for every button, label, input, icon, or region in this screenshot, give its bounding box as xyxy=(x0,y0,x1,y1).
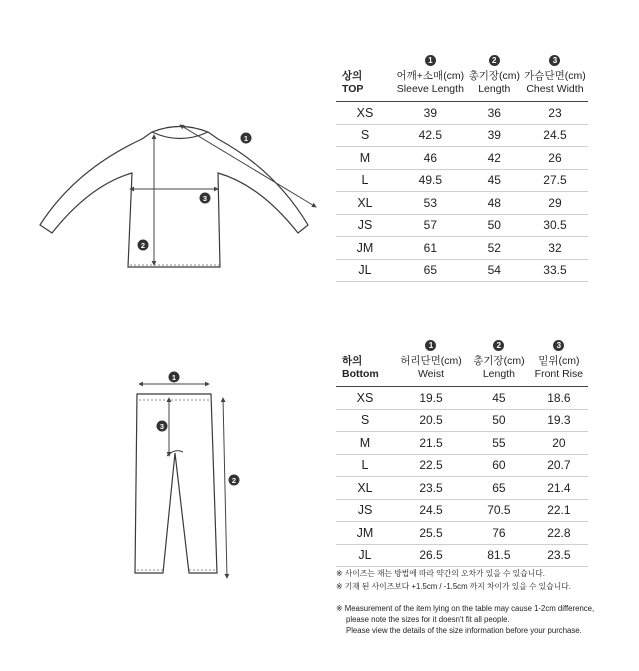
cell: 22.1 xyxy=(530,499,588,522)
table-row xyxy=(336,169,588,192)
cell: 39 xyxy=(467,124,522,147)
size-notes xyxy=(336,568,594,636)
table-row xyxy=(336,214,588,237)
top-col-sleeve: 1 어깨+소매(cm) Sleeve Length xyxy=(396,56,465,95)
table-row xyxy=(336,387,588,410)
waist-marker xyxy=(169,372,180,383)
cell: 42 xyxy=(467,147,522,170)
table-row xyxy=(336,432,588,455)
bottom-col-waist: 1 허리단면(cm) Weist xyxy=(400,341,462,380)
svg-text:2: 2 xyxy=(231,476,237,485)
svg-text:2: 2 xyxy=(140,241,146,250)
bottom-header-row xyxy=(336,339,588,387)
cell: 23.5 xyxy=(530,544,588,567)
cell: 25.5 xyxy=(394,522,468,545)
sleeve-marker xyxy=(241,133,252,144)
chest-marker xyxy=(200,193,211,204)
size-label: JS xyxy=(336,214,394,237)
svg-text:3: 3 xyxy=(202,194,208,203)
rise-marker xyxy=(157,421,168,432)
table-row xyxy=(336,124,588,147)
length-marker xyxy=(229,475,240,486)
size-label: M xyxy=(336,147,394,170)
cell: 24.5 xyxy=(522,124,588,147)
cell: 23.5 xyxy=(394,477,468,500)
cell: 55 xyxy=(468,432,530,455)
cell: 29 xyxy=(522,192,588,215)
cell: 26.5 xyxy=(394,544,468,567)
size-label: JM xyxy=(336,522,394,545)
size-label: XL xyxy=(336,477,394,500)
cell: 21.4 xyxy=(530,477,588,500)
table-row xyxy=(336,522,588,545)
cell: 49.5 xyxy=(394,169,467,192)
size-label: XS xyxy=(336,102,394,125)
size-label: L xyxy=(336,454,394,477)
top-col-chest: 3 가슴단면(cm) Chest Width xyxy=(524,56,586,95)
cell: 21.5 xyxy=(394,432,468,455)
cell: 20.5 xyxy=(394,409,468,432)
svg-text:1: 1 xyxy=(171,373,177,382)
note-en-2: please note the sizes for it doesn't fit all people. xyxy=(346,615,510,624)
cell: 33.5 xyxy=(522,259,588,282)
note-kr-1: ※ 사이즈는 재는 방법에 따라 약간의 오차가 있을 수 있습니다. xyxy=(336,569,545,578)
top-header-row xyxy=(336,54,588,102)
table-row xyxy=(336,409,588,432)
length-marker xyxy=(138,240,149,251)
cell: 20.7 xyxy=(530,454,588,477)
cell: 48 xyxy=(467,192,522,215)
size-label: JM xyxy=(336,237,394,260)
bottom-category-label: 하의 Bottom xyxy=(342,355,379,380)
cell: 45 xyxy=(468,387,530,410)
cell: 22.5 xyxy=(394,454,468,477)
size-label: S xyxy=(336,409,394,432)
size-label: L xyxy=(336,169,394,192)
bottom-size-table xyxy=(336,339,588,567)
top-garment-illustration xyxy=(30,115,330,280)
top-col-length: 2 총기장(cm) Length xyxy=(468,56,520,95)
bottom-col-rise: 3 밑위(cm) Front Rise xyxy=(534,341,584,380)
cell: 22.8 xyxy=(530,522,588,545)
table-row xyxy=(336,147,588,170)
table-row xyxy=(336,102,588,125)
table-row xyxy=(336,237,588,260)
cell: 18.6 xyxy=(530,387,588,410)
cell: 61 xyxy=(394,237,467,260)
size-label: JS xyxy=(336,499,394,522)
svg-text:1: 1 xyxy=(243,134,249,143)
cell: 20 xyxy=(530,432,588,455)
cell: 52 xyxy=(467,237,522,260)
table-row xyxy=(336,454,588,477)
cell: 27.5 xyxy=(522,169,588,192)
cell: 39 xyxy=(394,102,467,125)
note-kr-2: ※ 기재 된 사이즈보다 +1.5cm / -1.5cm 까지 차이가 있을 수 있습니다. xyxy=(336,582,571,591)
bottom-col-length: 2 총기장(cm) Length xyxy=(473,341,525,380)
size-label: M xyxy=(336,432,394,455)
cell: 19.3 xyxy=(530,409,588,432)
cell: 26 xyxy=(522,147,588,170)
note-en-3: Please view the details of the size information before your purchase. xyxy=(346,626,582,635)
cell: 54 xyxy=(467,259,522,282)
top-size-table xyxy=(336,54,588,282)
bottom-garment-illustration xyxy=(125,368,255,583)
size-label: JL xyxy=(336,544,394,567)
cell: 45 xyxy=(467,169,522,192)
cell: 65 xyxy=(468,477,530,500)
top-category-label: 상의 TOP xyxy=(342,70,364,95)
cell: 53 xyxy=(394,192,467,215)
cell: 46 xyxy=(394,147,467,170)
cell: 81.5 xyxy=(468,544,530,567)
cell: 23 xyxy=(522,102,588,125)
table-row xyxy=(336,499,588,522)
table-row xyxy=(336,259,588,282)
cell: 24.5 xyxy=(394,499,468,522)
size-label: XS xyxy=(336,387,394,410)
cell: 57 xyxy=(394,214,467,237)
svg-text:3: 3 xyxy=(159,422,165,431)
size-label: JL xyxy=(336,259,394,282)
cell: 42.5 xyxy=(394,124,467,147)
table-row xyxy=(336,544,588,567)
cell: 50 xyxy=(468,409,530,432)
size-label: XL xyxy=(336,192,394,215)
size-label: S xyxy=(336,124,394,147)
table-row xyxy=(336,477,588,500)
cell: 65 xyxy=(394,259,467,282)
table-row xyxy=(336,192,588,215)
cell: 70.5 xyxy=(468,499,530,522)
note-en-1: ※ Measurement of the item lying on the table may cause 1-2cm difference, xyxy=(336,604,595,613)
cell: 36 xyxy=(467,102,522,125)
cell: 19.5 xyxy=(394,387,468,410)
cell: 32 xyxy=(522,237,588,260)
cell: 76 xyxy=(468,522,530,545)
cell: 60 xyxy=(468,454,530,477)
cell: 30.5 xyxy=(522,214,588,237)
cell: 50 xyxy=(467,214,522,237)
